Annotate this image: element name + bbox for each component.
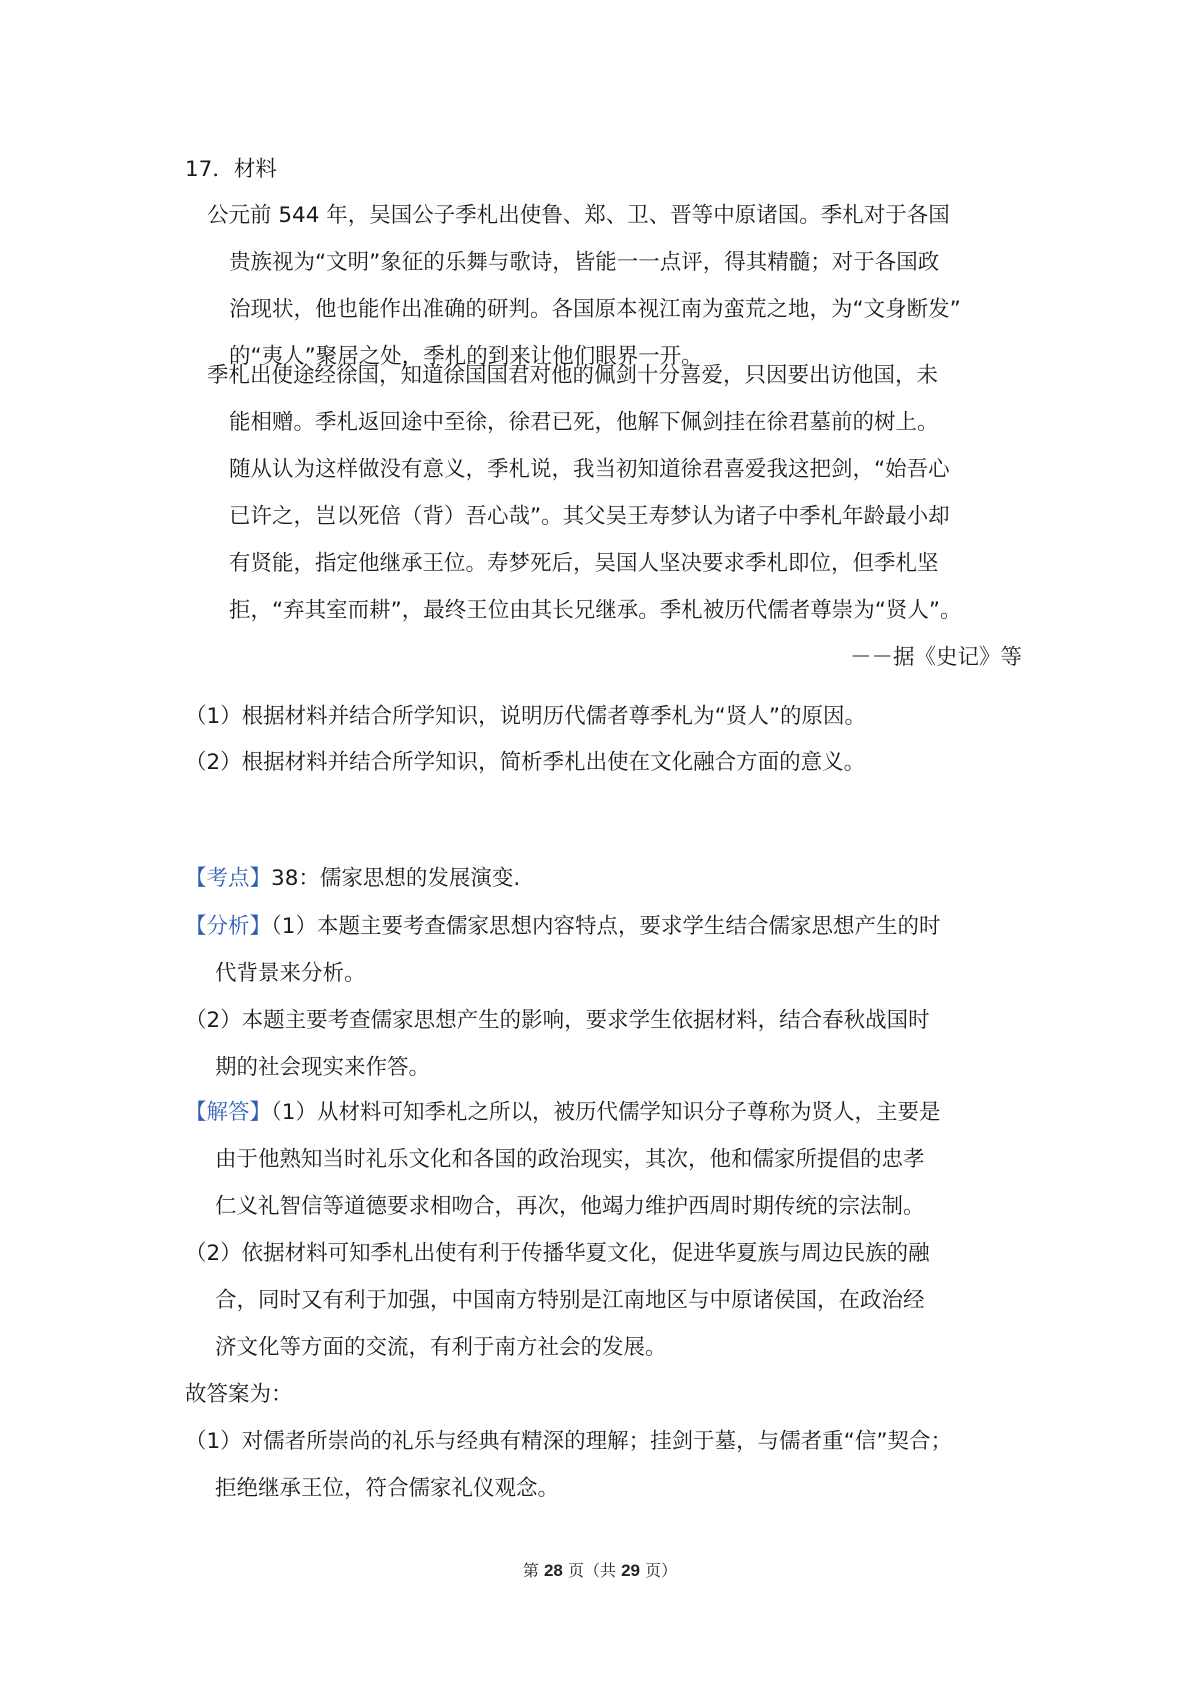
text-line: 仁义礼智信等道德要求相吻合，再次，他竭力维护西周时期传统的宗法制。 (215, 1194, 925, 1219)
question-heading: 17．材料 (185, 157, 277, 182)
text-line: 合，同时又有利于加强，中国南方特别是江南地区与中原诸侯国，在政治经 (215, 1288, 925, 1313)
footer-text: 页（共 (567, 1561, 616, 1580)
text-line: 期的社会现实来作答。 (215, 1055, 431, 1080)
kaodian-text: 38：儒家思想的发展演变. (271, 866, 521, 891)
text-line: （1）对儒者所崇尚的礼乐与经典有精深的理解；挂剑于墓，与儒者重“信”契合； (185, 1429, 952, 1454)
fenxi-tag: 【分析】 (185, 914, 272, 939)
text-line: 季札出使途经徐国，知道徐国国君对他的佩剑十分喜爱，只因要出访他国，未 (207, 363, 939, 388)
text-line: 已许之，岂以死倍（背）吾心哉”。其父吴王寿梦认为诸子中季札年龄最小却 (229, 504, 950, 529)
text-line: 有贤能，指定他继承王位。寿梦死后，吴国人坚决要求季札即位，但季札坚 (229, 551, 939, 576)
current-page-number: 28 (543, 1561, 563, 1580)
page-footer (0, 1558, 1200, 1581)
text-line: 贵族视为“文明”象征的乐舞与歌诗，皆能一一点评，得其精髓；对于各国政 (229, 250, 940, 275)
text-line: 由于他熟知当时礼乐文化和各国的政治现实，其次，他和儒家所提倡的忠孝 (215, 1147, 925, 1172)
kaodian-tag: 【考点】 (185, 866, 272, 891)
text-line: （1）从材料可知季札之所以，被历代儒学知识分子尊称为贤人，主要是 (271, 1100, 941, 1125)
answer-label: 故答案为： (185, 1382, 293, 1407)
footer-text: 第 (522, 1561, 539, 1580)
material-source: －－据《史记》等 (849, 645, 1022, 670)
text-line: 随从认为这样做没有意义，季札说，我当初知道徐君喜爱我这把剑，“始吾心 (229, 457, 950, 482)
text-line: 的“夷人”聚居之处，季札的到来让他们眼界一开。 (229, 344, 703, 369)
total-pages-number: 29 (621, 1561, 641, 1580)
text-line: 拒，“弃其室而耕”，最终王位由其长兄继承。季札被历代儒者尊崇为“贤人”。 (229, 598, 962, 623)
text-line: 公元前 544 年，吴国公子季札出使鲁、郑、卫、晋等中原诸国。季札对于各国 (207, 203, 950, 228)
text-line: 拒绝继承王位，符合儒家礼仪观念。 (215, 1476, 560, 1501)
jieda-tag: 【解答】 (185, 1100, 272, 1125)
kaodian-section (185, 855, 520, 902)
sub-question-2: （2）根据材料并结合所学知识，简析季札出使在文化融合方面的意义。 (185, 750, 866, 775)
material-paragraph-2 (207, 352, 1022, 634)
text-line: 能相赠。季札返回途中至徐，徐君已死，他解下佩剑挂在徐君墓前的树上。 (229, 410, 939, 435)
fenxi-section (185, 903, 940, 1091)
text-line: 济文化等方面的交流，有利于南方社会的发展。 (215, 1335, 667, 1360)
text-line: 治现状，他也能作出准确的研判。各国原本视江南为蛮荒之地，为“文身断发” (229, 297, 961, 322)
text-line: （2）本题主要考查儒家思想产生的影响，要求学生依据材料，结合春秋战国时 (185, 1008, 930, 1033)
jieda-section (185, 1089, 940, 1371)
footer-text: 页） (645, 1561, 678, 1580)
text-line: 代背景来分析。 (215, 961, 366, 986)
text-line: （1）本题主要考查儒家思想内容特点，要求学生结合儒家思想产生的时 (271, 914, 941, 939)
answer-section (185, 1371, 952, 1512)
text-line: （2）依据材料可知季札出使有利于传播华夏文化，促进华夏族与周边民族的融 (185, 1241, 930, 1266)
sub-question-1: （1）根据材料并结合所学知识，说明历代儒者尊季札为“贤人”的原因。 (185, 704, 866, 729)
